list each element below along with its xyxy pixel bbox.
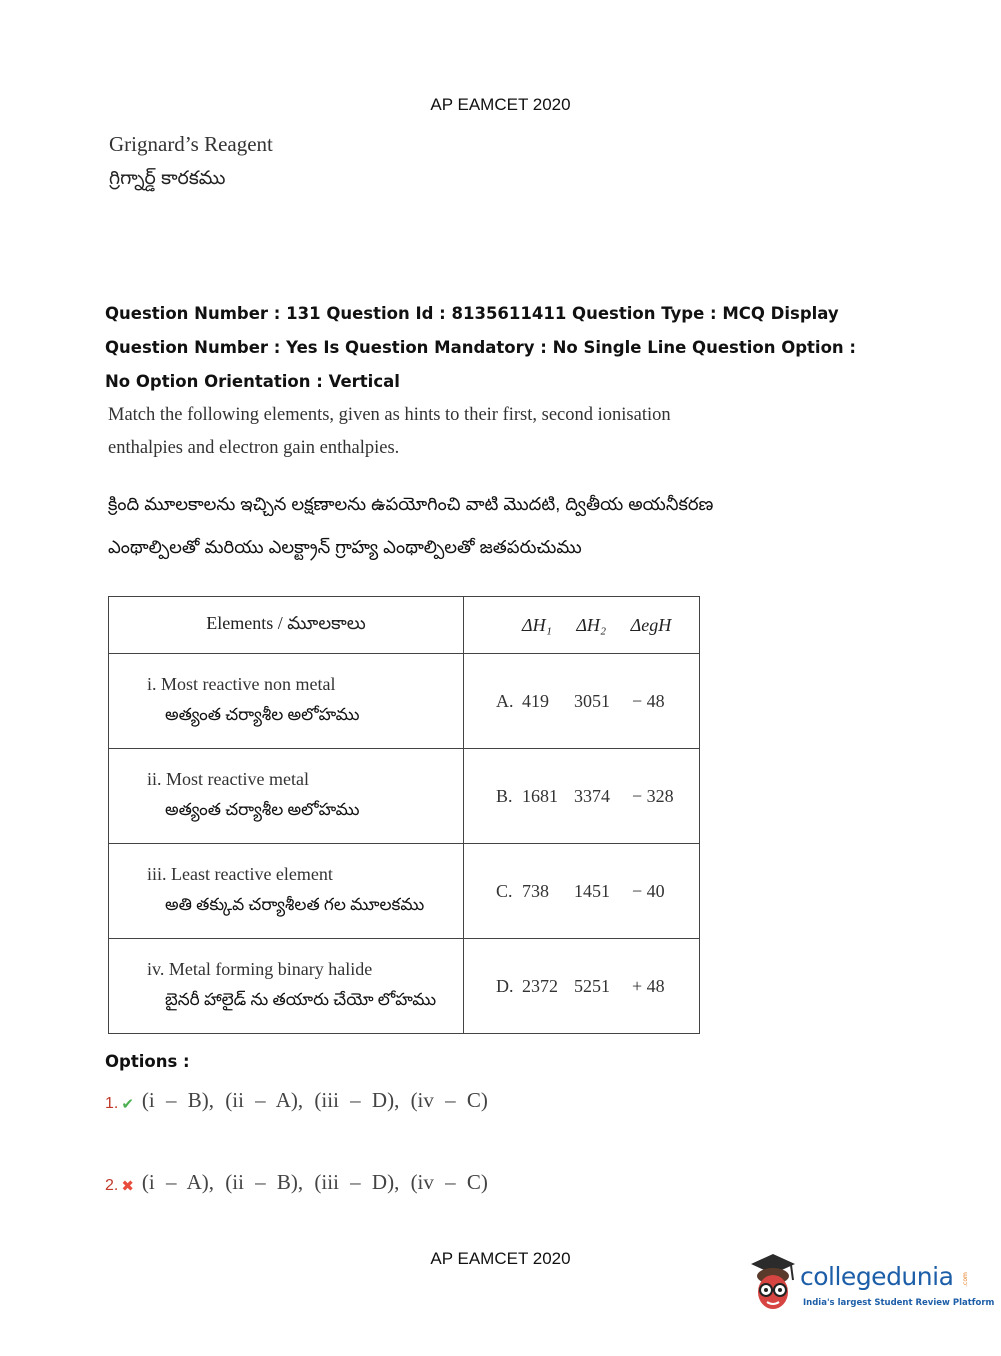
element-english: iii. Least reactive element	[147, 863, 333, 884]
value-h1: 1681	[522, 785, 558, 806]
logo-tagline: India's largest Student Review Platform	[803, 1298, 995, 1308]
table-row	[109, 844, 700, 939]
value-h2: 5251	[574, 975, 610, 996]
options-label: Options :	[105, 1052, 190, 1071]
page-header: AP EAMCET 2020	[430, 95, 571, 114]
value-h1: 738	[522, 880, 549, 901]
value-letter: B.	[496, 785, 513, 806]
option-1[interactable]	[105, 1088, 488, 1113]
value-eg: − 328	[632, 785, 674, 806]
value-eg: − 40	[632, 880, 665, 901]
value-eg: − 48	[632, 690, 665, 711]
mascot-icon	[743, 1250, 805, 1316]
table-row	[109, 749, 700, 844]
value-h2: 3374	[574, 785, 610, 806]
cross-icon: ✖	[121, 1178, 134, 1195]
match-table	[108, 596, 700, 1034]
table-row	[109, 654, 700, 749]
value-eg: + 48	[632, 975, 665, 996]
element-telugu: అతి తక్కువ చర్యాశీలత గల మూలకము	[165, 894, 425, 914]
option-number: 1.	[105, 1095, 119, 1112]
previous-answer-english: Grignard’s Reagent	[109, 132, 273, 156]
element-cell	[109, 939, 464, 1034]
values-cell	[464, 939, 700, 1034]
table-row	[109, 939, 700, 1034]
table-header-row	[109, 597, 700, 654]
element-telugu: అత్యంత చర్యాశీల అలోహము	[165, 704, 360, 724]
header-eg: ΔegH	[630, 614, 672, 635]
element-cell	[109, 654, 464, 749]
question-text-english: Match the following elements, given as hints to their first, second ionisation enthalpies and electron gain enthalpies.	[108, 405, 671, 458]
element-telugu: అత్యంత చర్యాశీల అలోహము	[165, 799, 360, 819]
value-h2: 1451	[574, 880, 610, 901]
value-h1: 2372	[522, 975, 558, 996]
element-english: iv. Metal forming binary halide	[147, 958, 373, 979]
question-meta: Question Number : 131 Question Id : 8135611411 Question Type : MCQ Display Question Number : Yes Is Question Mandatory : No Single Line Question Option : No Option Orientation : Vertical	[105, 304, 857, 391]
option-2[interactable]	[105, 1170, 488, 1195]
element-telugu: బైనరీ హాలైడ్ ను తయారు చేయో లోహము	[165, 989, 437, 1009]
logo-suffix: .com	[961, 1272, 969, 1287]
values-cell	[464, 749, 700, 844]
option-text: (i – B), (ii – A), (iii – D), (iv – C)	[141, 1088, 488, 1112]
value-letter: A.	[496, 690, 514, 711]
header-h2: ΔH₂	[576, 614, 607, 635]
question-text-telugu: క్రింది మూలకాలను ఇచ్చిన లక్షణాలను ఉపయోగించి వాటి మొదటి, ద్వితీయ అయనీకరణ ఎంథాల్పిలతో మరియు ఎలక్ట్రాన్ గ్రాహ్య ఎంథాల్పిలతో జతపరుచుము	[108, 494, 714, 557]
value-letter: C.	[496, 880, 513, 901]
element-cell	[109, 749, 464, 844]
value-h1: 419	[522, 690, 549, 711]
option-text: (i – A), (ii – B), (iii – D), (iv – C)	[141, 1170, 488, 1194]
element-english: ii. Most reactive metal	[147, 768, 309, 789]
header-h1: ΔH₁	[522, 614, 552, 635]
logo-wordmark: collegedunia	[800, 1262, 954, 1291]
check-icon: ✔	[121, 1096, 134, 1113]
element-cell	[109, 844, 464, 939]
value-letter: D.	[496, 975, 514, 996]
value-h2: 3051	[574, 690, 610, 711]
header-values	[464, 597, 700, 654]
page-footer: AP EAMCET 2020	[430, 1249, 571, 1268]
previous-answer-telugu: గ్రిగ్నార్డ్ కారకము	[109, 168, 226, 189]
collegedunia-logo	[743, 1250, 995, 1320]
option-number: 2.	[105, 1177, 119, 1194]
values-cell	[464, 654, 700, 749]
header-elements: Elements / మూలకాలు	[109, 597, 464, 654]
values-cell	[464, 844, 700, 939]
element-english: i. Most reactive non metal	[147, 673, 336, 694]
